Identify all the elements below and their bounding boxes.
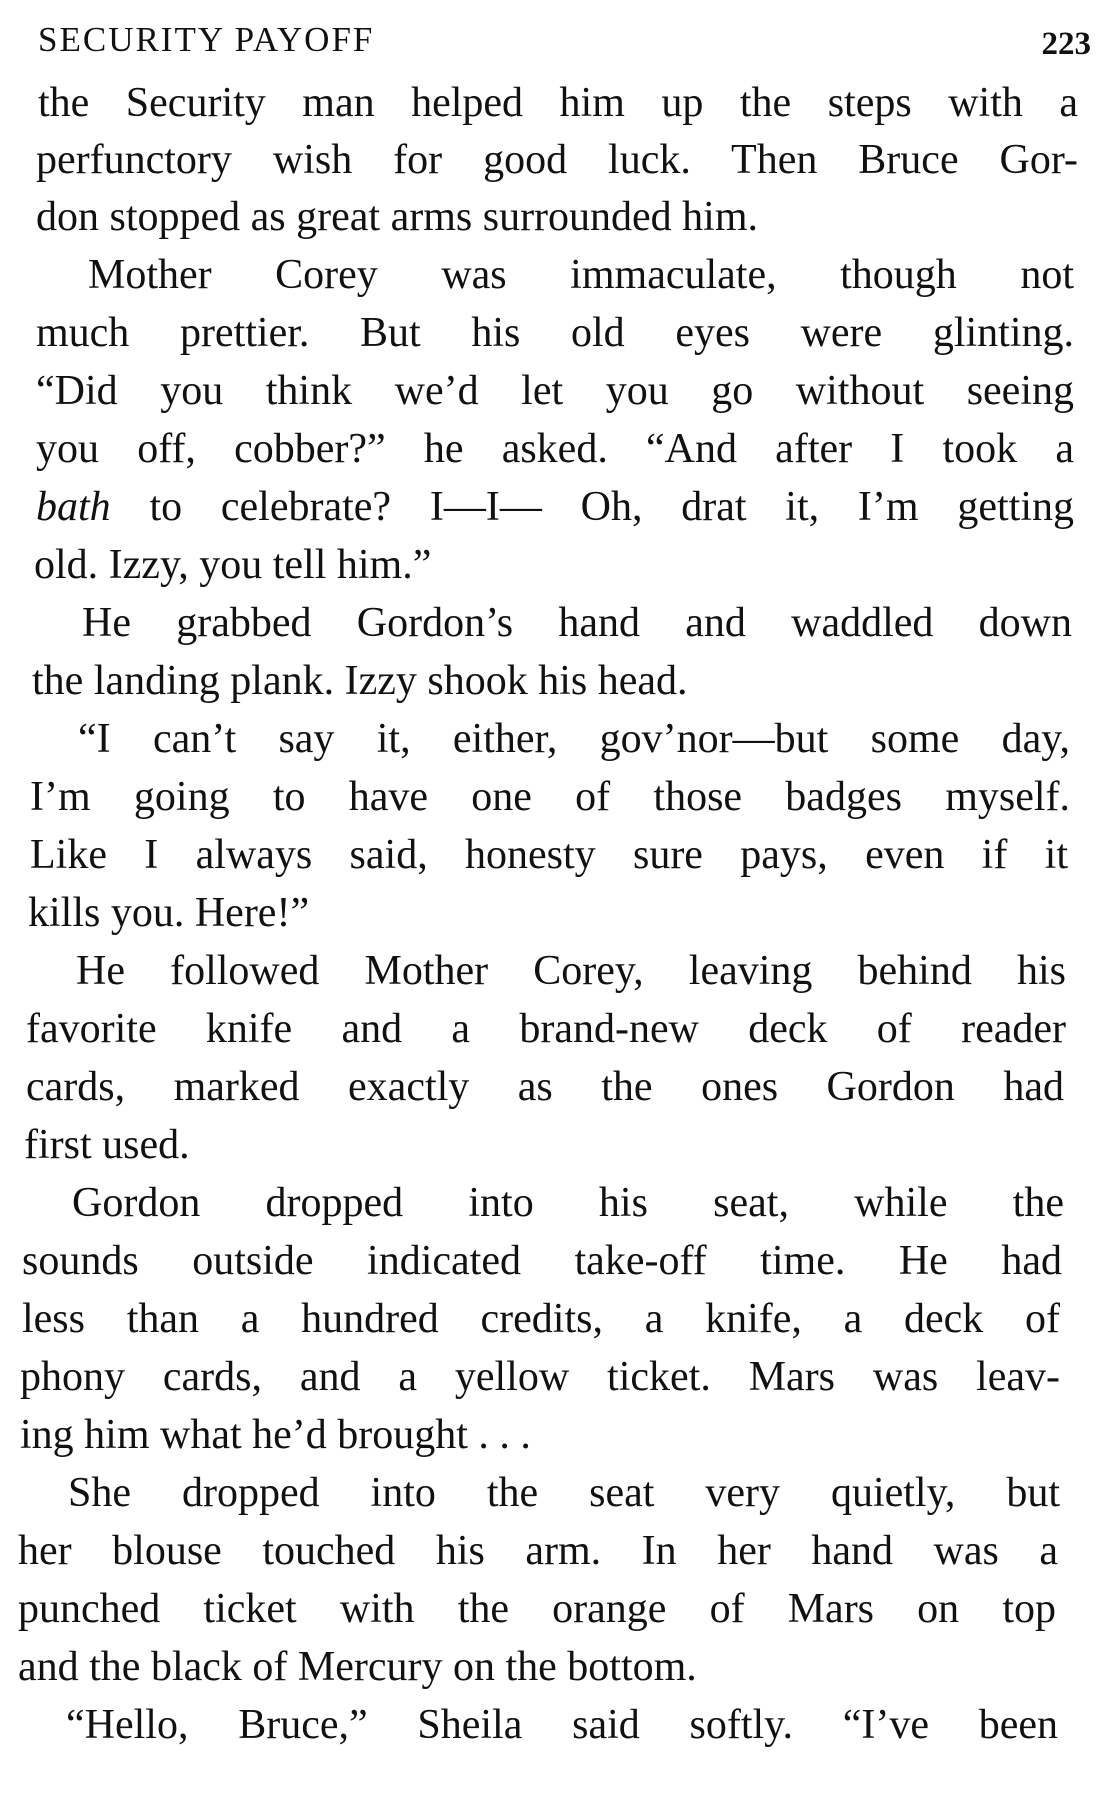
- text-line: He grabbed Gordon’s hand and waddled down: [82, 600, 1072, 646]
- page-number: 223: [1041, 26, 1091, 62]
- text-line-with-emphasis: [36, 478, 1074, 536]
- text-line: “I can’t say it, either, gov’nor—but some day,: [78, 716, 1070, 762]
- text-line: much prettier. But his old eyes were glinting.: [36, 310, 1074, 356]
- text-line: ing him what he’d brought . . .: [20, 1412, 531, 1458]
- text-line: perfunctory wish for good luck. Then Bruce Gor-: [36, 137, 1078, 183]
- text-line: old. Izzy, you tell him.”: [34, 542, 432, 588]
- text-line: you off, cobber?” he asked. “And after I took a: [36, 426, 1074, 472]
- text-line: Gordon dropped into his seat, while the: [72, 1180, 1064, 1226]
- text-line: and the black of Mercury on the bottom.: [18, 1644, 697, 1690]
- text-line: kills you. Here!”: [28, 890, 310, 936]
- page-header: [38, 10, 1091, 68]
- text-line: She dropped into the seat very quietly, but: [68, 1470, 1060, 1516]
- text-line: “Did you think we’d let you go without seeing: [36, 368, 1074, 414]
- text-line: the Security man helped him up the steps with a: [38, 80, 1078, 126]
- text-line: Mother Corey was immaculate, though not: [88, 252, 1074, 298]
- running-head: SECURITY PAYOFF: [38, 20, 375, 59]
- text-line: punched ticket with the orange of Mars on top: [18, 1586, 1056, 1632]
- text-line: less than a hundred credits, a knife, a deck of: [22, 1296, 1060, 1342]
- text-line: don stopped as great arms surrounded him.: [36, 194, 759, 240]
- text-line: He followed Mother Corey, leaving behind his: [76, 948, 1066, 994]
- text-line: phony cards, and a yellow ticket. Mars was leav-: [20, 1354, 1060, 1400]
- text-line: favorite knife and a brand-new deck of reader: [26, 1006, 1066, 1052]
- text-line: sounds outside indicated take-off time. He had: [22, 1238, 1062, 1284]
- text-line: first used.: [24, 1122, 190, 1168]
- text-line: her blouse touched his arm. In her hand was a: [18, 1528, 1058, 1574]
- line-continuation: to celebrate? I—I— Oh, drat it, I’m getting: [149, 484, 1074, 530]
- emphasized-word: bath: [36, 484, 111, 530]
- text-line: “Hello, Bruce,” Sheila said softly. “I’ve been: [66, 1702, 1058, 1748]
- text-line: I’m going to have one of those badges myself.: [30, 774, 1070, 820]
- text-line: cards, marked exactly as the ones Gordon had: [26, 1064, 1064, 1110]
- text-line: Like I always said, honesty sure pays, even if it: [30, 832, 1068, 878]
- text-line: the landing plank. Izzy shook his head.: [32, 658, 688, 704]
